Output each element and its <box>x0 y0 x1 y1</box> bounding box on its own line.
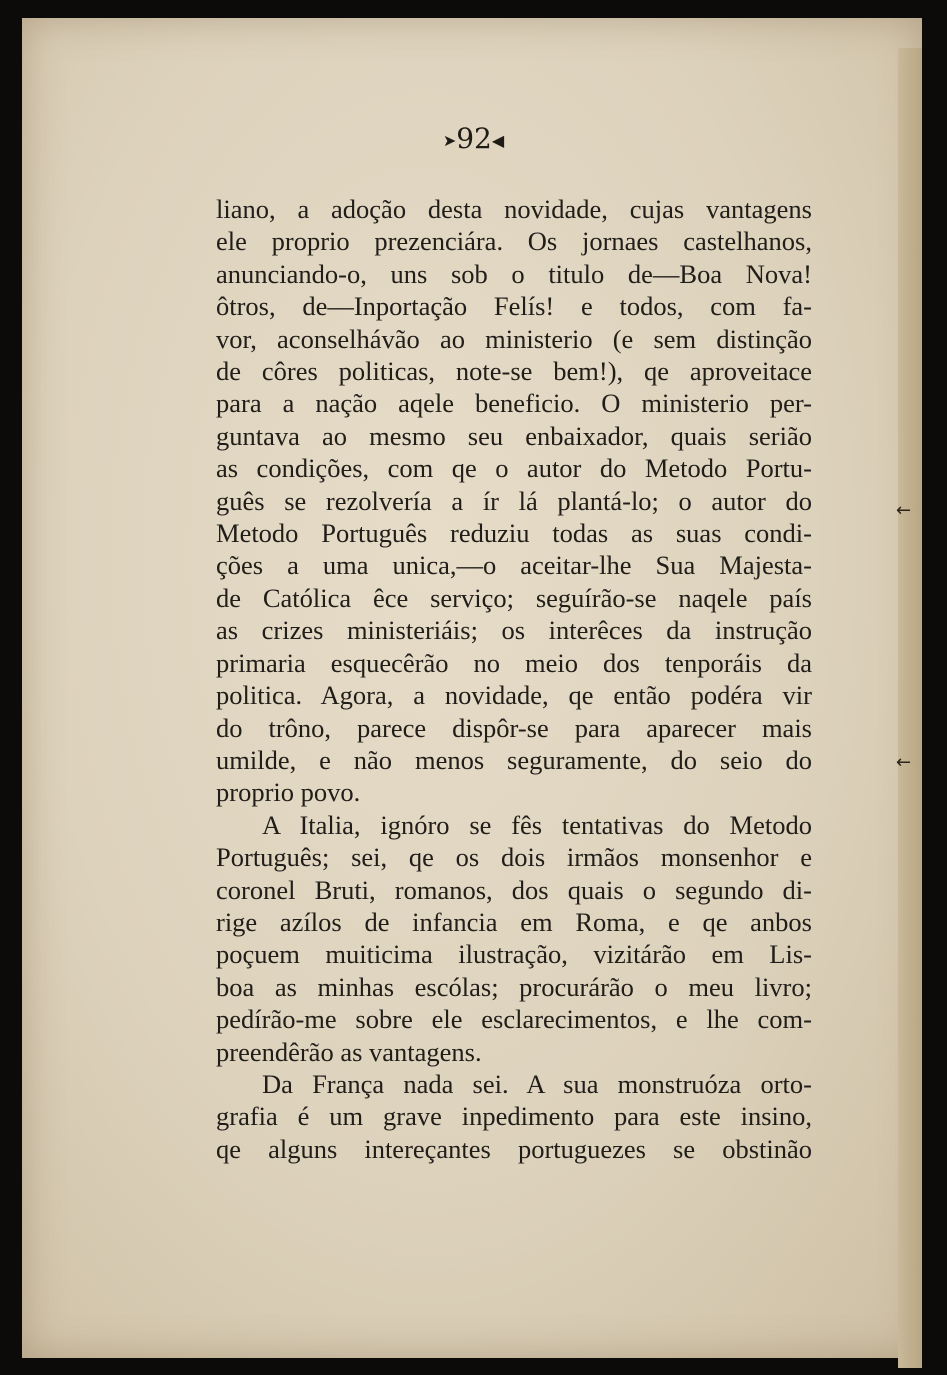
text-line: proprio povo. <box>216 777 361 808</box>
text-line: para a nação aqele beneficio. O ministerio per- <box>216 388 812 419</box>
text-line: coronel Bruti, romanos, dos quais o segundo di- <box>216 874 812 905</box>
text-line: qe alguns intereçantes portuguezes se obstinão <box>216 1133 812 1164</box>
text-line: preendêrão as vantagens. <box>216 1036 482 1067</box>
text-line: liano, a adoção desta novidade, cujas vantagens <box>216 194 812 224</box>
text-line: politica. Agora, a novidade, qe então podéra vir <box>216 680 812 711</box>
ornament-right-icon: ◀ <box>491 131 505 150</box>
text-line: poçuem muiticima ilustração, vizitárão em Lis- <box>216 939 812 970</box>
text-line: pedírão-me sobre ele esclarecimentos, e lhe com- <box>216 1004 812 1035</box>
body-text <box>216 193 812 1165</box>
text-line: Português; sei, qe os dois irmãos monsenhor e <box>216 842 812 873</box>
text-line: de côres politicas, note-se bem!), qe aproveitace <box>216 356 812 387</box>
text-line: ele proprio prezenciára. Os jornaes castelhanos, <box>216 226 812 257</box>
text-line: grafia é um grave inpedimento para este insino, <box>216 1101 812 1132</box>
text-line: primaria esquecêrão no meio dos tenporáis da <box>216 647 812 678</box>
text-line: do trôno, parece dispôr-se para aparecer mais <box>216 712 812 743</box>
margin-mark-icon: ← <box>896 752 912 773</box>
text-line: ções a uma unica,—o aceitar-lhe Sua Majesta- <box>216 550 812 581</box>
text-line: as crizes ministeriáis; os interêces da instrução <box>216 615 812 646</box>
text-line: Metodo Português reduziu todas as suas condi- <box>216 518 812 549</box>
text-line: guês se rezolvería a ír lá plantá-lo; o autor do <box>216 485 812 516</box>
text-line: boa as minhas escólas; procurárão o meu livro; <box>216 971 812 1002</box>
margin-mark-icon: ← <box>896 500 912 521</box>
text-line: Da França nada sei. A sua monstruóza orto- <box>262 1068 812 1099</box>
text-line: ôtros, de—Inportação Felís! e todos, com fa- <box>216 291 812 322</box>
text-line: guntava ao mesmo seu enbaixador, quais serião <box>216 420 812 451</box>
ornament-left-icon: ➤ <box>442 131 457 150</box>
page-header <box>0 122 947 155</box>
text-line: A Italia, ignóro se fês tentativas do Metodo <box>262 809 812 840</box>
text-line: vor, aconselhávão ao ministerio (e sem distinção <box>216 323 812 354</box>
text-line: umilde, e não menos seguramente, do seio do <box>216 744 812 775</box>
page-number: 92 <box>456 122 492 155</box>
text-line: anunciando-o, uns sob o titulo de—Boa Nova! <box>216 258 812 289</box>
text-line: rige azílos de infancia em Roma, e qe anbos <box>216 906 812 937</box>
page-edge <box>898 48 922 1368</box>
text-line: de Católica êce serviço; seguírão-se naqele país <box>216 582 812 613</box>
text-line: as condições, com qe o autor do Metodo Portu- <box>216 453 812 484</box>
